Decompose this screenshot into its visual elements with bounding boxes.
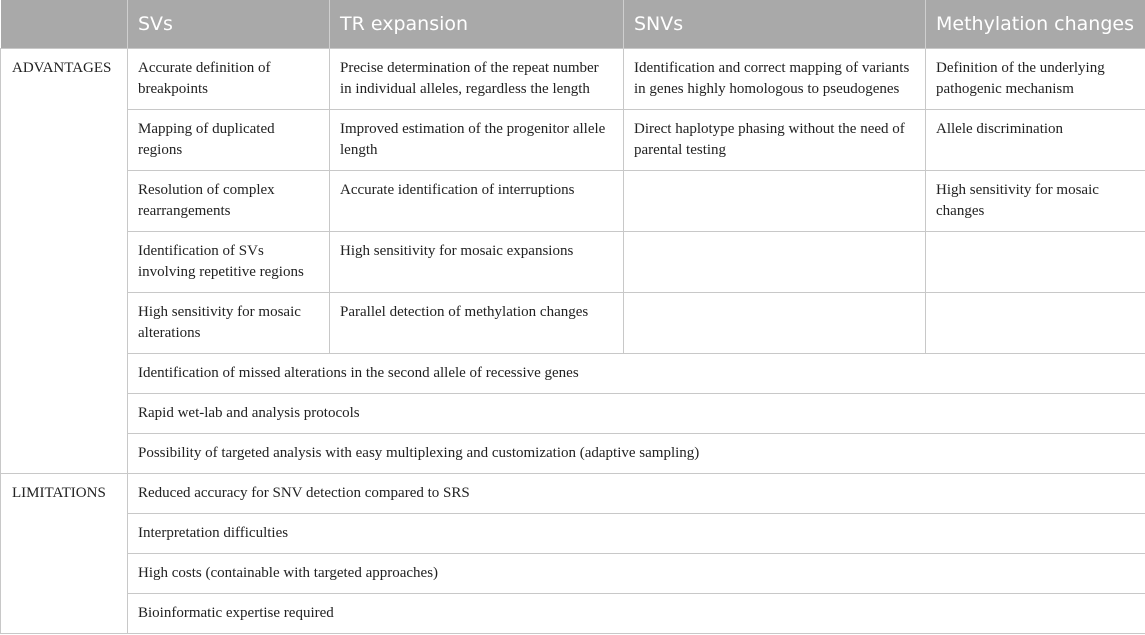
table-cell: Precise determination of the repeat number in individual alleles, regardless the length bbox=[330, 49, 624, 110]
header-row bbox=[1, 0, 1145, 49]
table-row bbox=[1, 110, 1145, 171]
limitation-cell: Bioinformatic expertise required bbox=[128, 594, 1145, 634]
table-cell: Accurate definition of breakpoints bbox=[128, 49, 330, 110]
limitation-cell: Interpretation difficulties bbox=[128, 514, 1145, 554]
table-cell bbox=[624, 293, 926, 354]
table-cell: Identification and correct mapping of variants in genes highly homologous to pseudogenes bbox=[624, 49, 926, 110]
table-row bbox=[1, 434, 1145, 474]
header-tr-expansion: TR expansion bbox=[330, 0, 624, 49]
table-cell: Accurate identification of interruptions bbox=[330, 171, 624, 232]
general-advantage-cell: Identification of missed alterations in the second allele of recessive genes bbox=[128, 354, 1145, 394]
table-row bbox=[1, 49, 1145, 110]
table-row bbox=[1, 594, 1145, 634]
limitation-cell: Reduced accuracy for SNV detection compared to SRS bbox=[128, 474, 1145, 514]
table-cell: High sensitivity for mosaic expansions bbox=[330, 232, 624, 293]
table-cell bbox=[624, 232, 926, 293]
table-cell: Parallel detection of methylation changes bbox=[330, 293, 624, 354]
table-cell: Resolution of complex rearrangements bbox=[128, 171, 330, 232]
table-row bbox=[1, 354, 1145, 394]
table-cell: High sensitivity for mosaic alterations bbox=[128, 293, 330, 354]
table-cell bbox=[624, 171, 926, 232]
general-advantage-cell: Rapid wet-lab and analysis protocols bbox=[128, 394, 1145, 434]
table-row bbox=[1, 232, 1145, 293]
table-body bbox=[1, 49, 1145, 634]
table-cell: Direct haplotype phasing without the need of parental testing bbox=[624, 110, 926, 171]
table-cell: Improved estimation of the progenitor allele length bbox=[330, 110, 624, 171]
table-row bbox=[1, 514, 1145, 554]
table-cell: Mapping of duplicated regions bbox=[128, 110, 330, 171]
advantages-group-label: ADVANTAGES bbox=[1, 49, 128, 474]
table-row bbox=[1, 293, 1145, 354]
table-cell: Definition of the underlying pathogenic mechanism bbox=[926, 49, 1145, 110]
table-cell: High sensitivity for mosaic changes bbox=[926, 171, 1145, 232]
header-svs: SVs bbox=[128, 0, 330, 49]
header-methylation-changes: Methylation changes bbox=[926, 0, 1145, 49]
limitation-cell: High costs (containable with targeted approaches) bbox=[128, 554, 1145, 594]
header-snvs: SNVs bbox=[624, 0, 926, 49]
header-corner bbox=[1, 0, 128, 49]
limitations-group-label: LIMITATIONS bbox=[1, 474, 128, 634]
table-cell: Allele discrimination bbox=[926, 110, 1145, 171]
table-header bbox=[1, 0, 1145, 49]
table-row bbox=[1, 474, 1145, 514]
general-advantage-cell: Possibility of targeted analysis with easy multiplexing and customization (adaptive sampling) bbox=[128, 434, 1145, 474]
table-row bbox=[1, 171, 1145, 232]
table-cell: Identification of SVs involving repetitive regions bbox=[128, 232, 330, 293]
table-cell bbox=[926, 293, 1145, 354]
table-row bbox=[1, 394, 1145, 434]
table-row bbox=[1, 554, 1145, 594]
table-cell bbox=[926, 232, 1145, 293]
